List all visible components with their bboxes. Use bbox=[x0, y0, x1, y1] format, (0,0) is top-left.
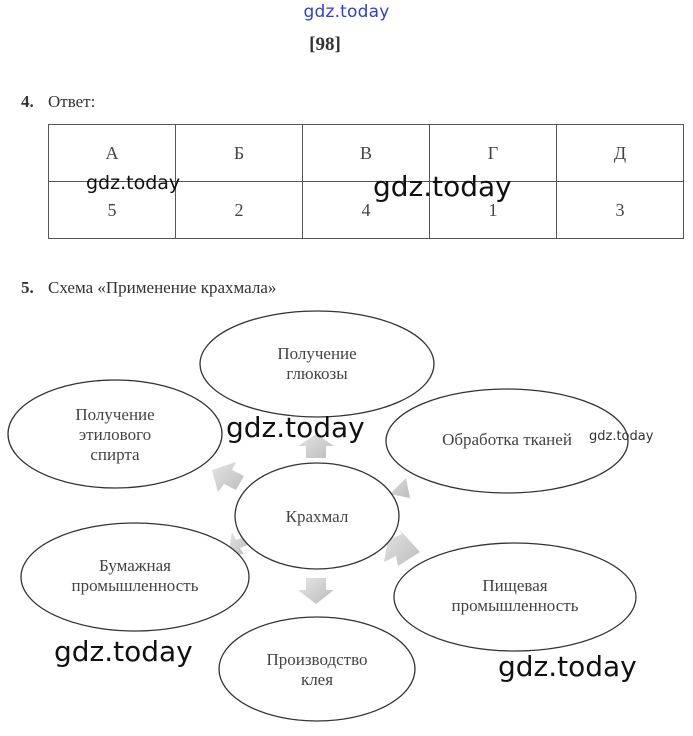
watermark: gdz.today bbox=[54, 635, 193, 668]
answer-header-cell: Д bbox=[557, 125, 684, 182]
answer-header-cell: А bbox=[49, 125, 176, 182]
answer-value-cell: 2 bbox=[176, 182, 303, 239]
node-paper-label: Бумажная промышленность bbox=[71, 556, 199, 595]
node-ethanol-label: Получение этилового спирта bbox=[75, 405, 155, 464]
top-watermark: gdz.today bbox=[303, 2, 390, 22]
answer-value-cell: 4 bbox=[303, 182, 430, 239]
answer-value-cell: 1 bbox=[430, 182, 557, 239]
watermark: gdz.today bbox=[373, 170, 512, 203]
watermark: gdz.today bbox=[589, 429, 654, 444]
task5-label: Схема «Применение крахмала» bbox=[48, 278, 277, 297]
node-glue-label: Производство клея bbox=[266, 650, 368, 689]
answer-header-cell: Б bbox=[176, 125, 303, 182]
task5-number: 5. bbox=[21, 278, 34, 297]
answer-header-cell: Г bbox=[430, 125, 557, 182]
answer-header-cell: В bbox=[303, 125, 430, 182]
watermark: gdz.today bbox=[226, 411, 365, 444]
arrow-upleft-icon bbox=[212, 462, 244, 492]
answer-value-cell: 3 bbox=[557, 182, 684, 239]
page-number: [98] bbox=[309, 34, 341, 55]
node-glucose-label: Получение глюкозы bbox=[277, 344, 357, 383]
watermark: gdz.today bbox=[86, 172, 181, 194]
task4-label: Ответ: bbox=[48, 92, 96, 111]
arrow-down-icon bbox=[298, 578, 334, 604]
node-tissue-label: Обработка тканей bbox=[442, 430, 572, 449]
watermark: gdz.today bbox=[498, 650, 637, 683]
node-food-label: Пищевая промышленность bbox=[451, 576, 579, 615]
node-center-label: Крахмал bbox=[285, 507, 349, 526]
answer-value-cell: 5 bbox=[49, 182, 176, 239]
task4-number: 4. bbox=[21, 92, 34, 111]
